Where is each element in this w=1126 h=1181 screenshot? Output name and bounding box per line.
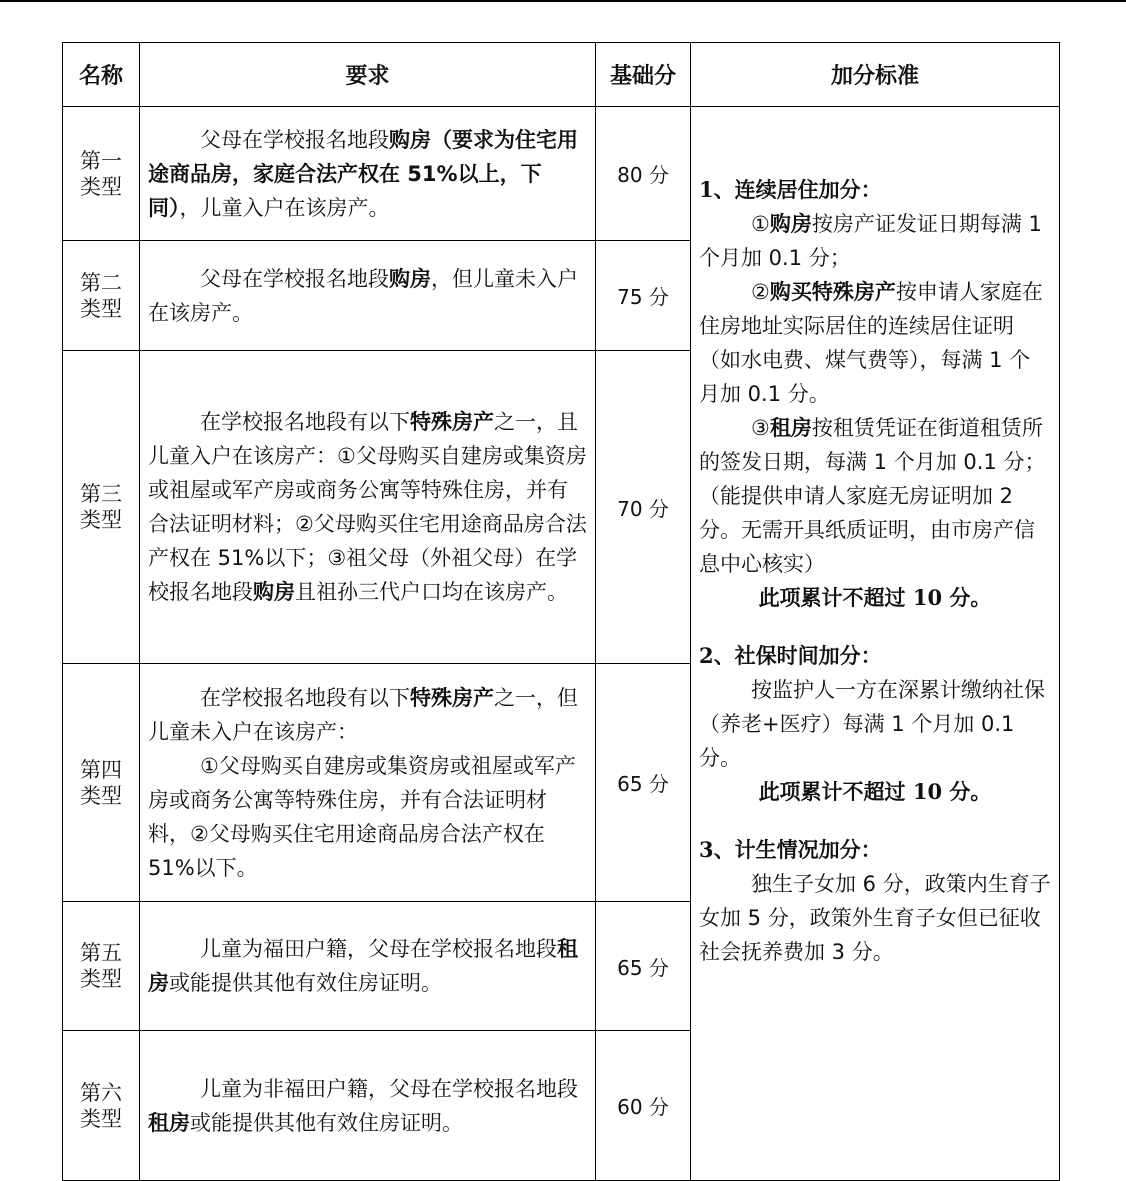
row-requirement: 儿童为非福田户籍，父母在学校报名地段租房或能提供其他有效住房证明。 <box>140 1031 596 1181</box>
row-base-score: 80 分 <box>596 107 691 241</box>
row-base-score: 65 分 <box>596 902 691 1031</box>
header-name: 名称 <box>63 43 140 107</box>
bonus-cap-note: 此项累计不超过 10 分。 <box>758 779 992 804</box>
row-name: 第一 类型 <box>63 107 140 241</box>
row-name: 第六 类型 <box>63 1031 140 1181</box>
bonus-cap-note: 此项累计不超过 10 分。 <box>758 585 992 610</box>
header-requirement: 要求 <box>140 43 596 107</box>
admission-score-table <box>62 42 1060 1181</box>
row-base-score: 60 分 <box>596 1031 691 1181</box>
row-requirement: 在学校报名地段有以下特殊房产之一，且儿童入户在该房产：①父母购买自建房或集资房或祖屋或军产房或商务公寓等特殊住房，并有合法证明材料；②父母购买住宅用途商品房合法产权在 51%以下；③祖父母（外祖父母）在学校报名地段购房且祖孙三代户口均在该房产。 <box>140 351 596 664</box>
header-bonus: 加分标准 <box>691 43 1060 107</box>
bonus-paragraph: 按监护人一方在深累计缴纳社保（养老+医疗）每满 1 个月加 0.1 分。 <box>699 678 1045 770</box>
row-name: 第二 类型 <box>63 241 140 351</box>
row-base-score: 65 分 <box>596 664 691 902</box>
row-base-score: 70 分 <box>596 351 691 664</box>
bonus-paragraph: ③租房按租赁凭证在街道租赁所的签发日期，每满 1 个月加 0.1 分；（能提供申请人家庭无房证明加 2 分。无需开具纸质证明，由市房产信息中心核实） <box>699 416 1046 576</box>
bonus-section-title: 2、社保时间加分： <box>699 643 882 668</box>
row-name: 第四 类型 <box>63 664 140 902</box>
row-requirement: 在学校报名地段有以下特殊房产之一，但儿童未入户在该房产： ①父母购买自建房或集资房或祖屋或军产房或商务公寓等特殊住房，并有合法证明材料，②父母购买住宅用途商品房合法产权在 51%以下。 <box>140 664 596 902</box>
table-row <box>63 107 1060 241</box>
row-name: 第三 类型 <box>63 351 140 664</box>
row-requirement: 父母在学校报名地段购房，但儿童未入户在该房产。 <box>140 241 596 351</box>
top-rule <box>0 0 1126 2</box>
row-base-score: 75 分 <box>596 241 691 351</box>
bonus-criteria <box>691 107 1060 1181</box>
bonus-section-title: 1、连续居住加分： <box>699 177 882 202</box>
row-requirement: 父母在学校报名地段购房（要求为住宅用途商品房，家庭合法产权在 51%以上，下同），儿童入户在该房产。 <box>140 107 596 241</box>
row-name: 第五 类型 <box>63 902 140 1031</box>
bonus-paragraph: ②购买特殊房产按申请人家庭在住房地址实际居住的连续居住证明（如水电费、煤气费等），每满 1 个月加 0.1 分。 <box>699 280 1043 406</box>
bonus-paragraph: ①购房按房产证发证日期每满 1 个月加 0.1 分； <box>699 212 1042 270</box>
header-base-score: 基础分 <box>596 43 691 107</box>
table-header-row <box>63 43 1060 107</box>
bonus-section-title: 3、计生情况加分： <box>699 837 882 862</box>
row-requirement: 儿童为福田户籍，父母在学校报名地段租房或能提供其他有效住房证明。 <box>140 902 596 1031</box>
bonus-paragraph: 独生子女加 6 分，政策内生育子女加 5 分，政策外生育子女但已征收社会抚养费加 3 分。 <box>699 872 1051 964</box>
